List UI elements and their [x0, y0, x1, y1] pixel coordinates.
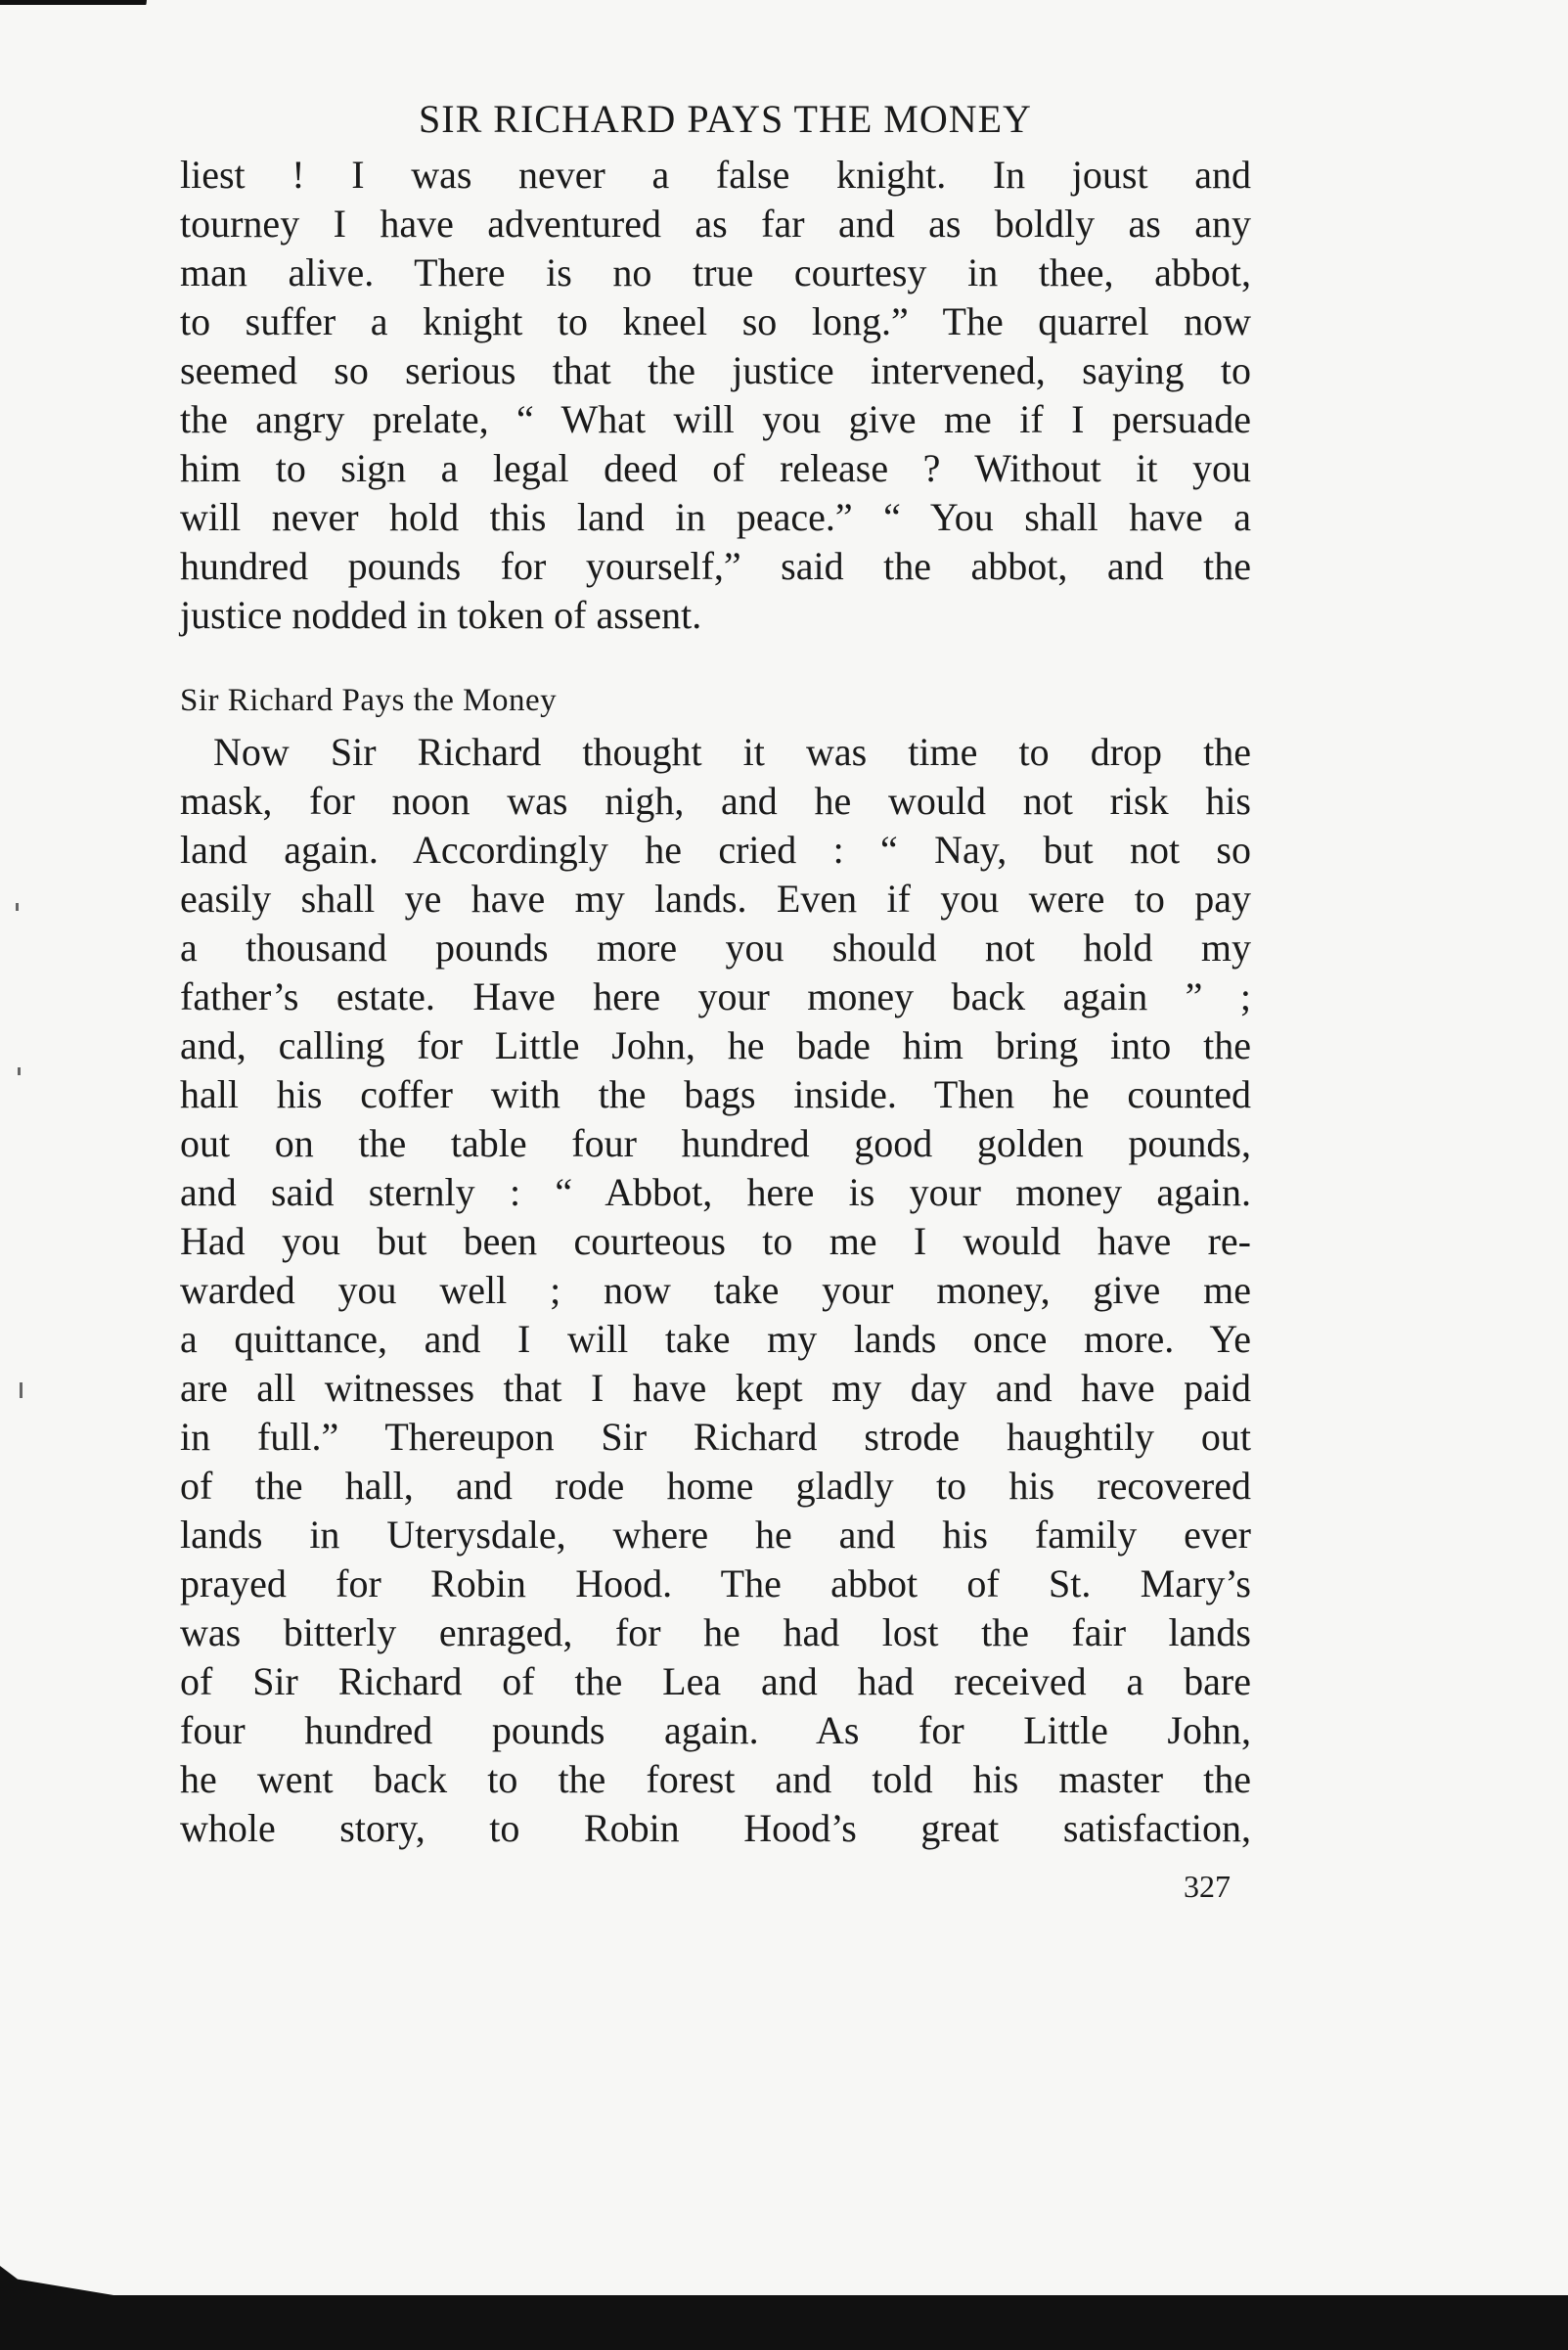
- text-line: seemed so serious that the justice intervened, saying to: [180, 348, 1251, 392]
- page-body: [180, 151, 1251, 1853]
- text-line: of the hall, and rode home gladly to his recovered: [180, 1464, 1251, 1508]
- text-line: Had you but been courteous to me I would have re-: [180, 1219, 1251, 1263]
- text-line: liest ! I was never a false knight. In joust and: [180, 153, 1251, 197]
- paragraph-2: [180, 728, 1251, 1853]
- scan-speck: [20, 1382, 22, 1398]
- text-line: easily shall ye have my lands. Even if you were to pay: [180, 877, 1251, 921]
- paragraph-1: [180, 151, 1251, 640]
- scan-edge-bottom: [0, 2295, 1568, 2350]
- text-line: whole story, to Robin Hood’s great satisfaction,: [180, 1806, 1251, 1850]
- text-line: man alive. There is no true courtesy in thee, abbot,: [180, 250, 1251, 294]
- text-line: four hundred pounds again. As for Little John,: [180, 1708, 1251, 1752]
- text-line: the angry prelate, “ What will you give me if I persuade: [180, 397, 1251, 441]
- text-line: a quittance, and I will take my lands once more. Ye: [180, 1317, 1251, 1361]
- scan-speck: [16, 903, 19, 911]
- text-line: he went back to the forest and told his master the: [180, 1757, 1251, 1801]
- text-line: mask, for noon was nigh, and he would not risk his: [180, 779, 1251, 823]
- text-line: hundred pounds for yourself,” said the abbot, and the: [180, 544, 1251, 588]
- text-line: out on the table four hundred good golden pounds,: [180, 1121, 1251, 1165]
- text-line: was bitterly enraged, for he had lost the fair lands: [180, 1610, 1251, 1654]
- page-number: 327: [1184, 1869, 1231, 1904]
- text-line: hall his coffer with the bags inside. Then he counted: [180, 1072, 1251, 1116]
- running-head: [0, 96, 1568, 142]
- text-line: him to sign a legal deed of release ? Without it you: [180, 446, 1251, 490]
- text-line: will never hold this land in peace.” “ You shall have a: [180, 495, 1251, 539]
- text-line: land again. Accordingly he cried : “ Nay, but not so: [180, 828, 1251, 872]
- text-line: father’s estate. Have here your money back again ” ;: [180, 974, 1251, 1018]
- running-head-text: SIR RICHARD PAYS THE MONEY: [419, 97, 1032, 141]
- scan-speck: [18, 1067, 21, 1075]
- section-heading: Sir Richard Pays the Money: [180, 683, 558, 718]
- text-line: Now Sir Richard thought it was time to drop the: [213, 730, 1251, 774]
- text-line: of Sir Richard of the Lea and had received a bare: [180, 1659, 1251, 1703]
- text-line: to suffer a knight to kneel so long.” The quarrel now: [180, 299, 1251, 343]
- scan-edge-top: [0, 0, 147, 17]
- text-line: prayed for Robin Hood. The abbot of St. Mary’s: [180, 1561, 1251, 1605]
- text-line: warded you well ; now take your money, give me: [180, 1268, 1251, 1312]
- text-line: a thousand pounds more you should not hold my: [180, 926, 1251, 970]
- text-line: justice nodded in token of assent.: [180, 593, 702, 637]
- text-line: and, calling for Little John, he bade him bring into the: [180, 1023, 1251, 1067]
- text-line: are all witnesses that I have kept my day and have paid: [180, 1366, 1251, 1410]
- text-line: tourney I have adventured as far and as boldly as any: [180, 202, 1251, 246]
- text-line: in full.” Thereupon Sir Richard strode haughtily out: [180, 1415, 1251, 1459]
- text-line: lands in Uterysdale, where he and his family ever: [180, 1513, 1251, 1557]
- text-line: and said sternly : “ Abbot, here is your money again.: [180, 1170, 1251, 1214]
